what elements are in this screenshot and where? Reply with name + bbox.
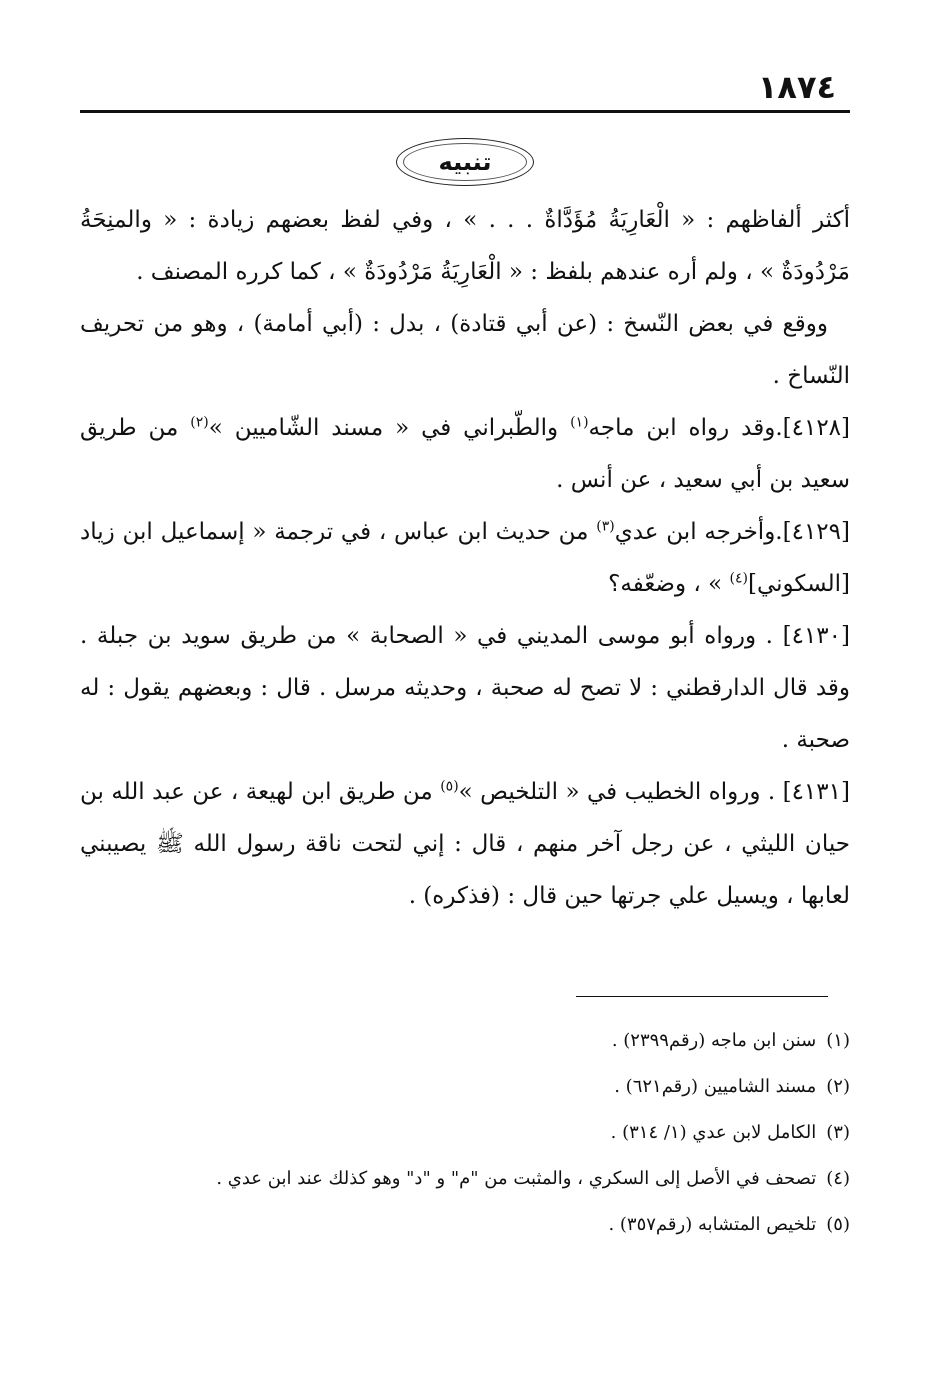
footnote-number: (٥): [826, 1214, 850, 1235]
paragraph-text: .وأخرجه ابن عدي: [614, 519, 783, 545]
paragraph: أكثر ألفاظهم : « الْعَارِيَةُ مُؤَدَّاةٌ . . . » ، وفي لفظ بعضهم زيادة : « والمنِحَةُ مَرْدُودَةٌ » ، ولم أره عندهم بلفظ : « الْعَارِيَةُ مَرْدُودَةٌ » ، كما كرره المصنف .: [80, 207, 850, 285]
footnote-number: (٤): [826, 1168, 850, 1189]
footnotes: [80, 1018, 850, 1248]
footnote-item: [80, 1110, 850, 1156]
footnote-number: (٣): [826, 1122, 850, 1143]
section-heading-frame: [396, 138, 534, 186]
paragraph: ووقع في بعض النّسخ : (عن أبي قتادة) ، بدل : (أبي أمامة) ، وهو من تحريف النّساخ .: [80, 311, 850, 389]
header-rule: [80, 110, 850, 113]
paragraph-text: . ورواه الخطيب في « التلخيص »: [458, 779, 783, 805]
paragraph-text: من حديث ابن عباس ، في ترجمة « إسماعيل ابن زياد [السكوني]: [80, 519, 850, 597]
paragraph-text: من طريق سعيد بن أبي سعيد ، عن أنس .: [80, 415, 850, 493]
footnote-text: مسند الشاميين (رقم٦٢١) .: [614, 1076, 817, 1097]
footnote-marker[interactable]: (٢): [190, 414, 209, 431]
paragraph: [80, 766, 850, 922]
footnote-marker[interactable]: (٤): [729, 570, 748, 587]
hadith-number: [٤١٣٠]: [782, 623, 850, 649]
hadith-number: [٤١٢٩]: [782, 519, 850, 545]
footnote-text: الكامل لابن عدي (١/ ٣١٤) .: [610, 1122, 817, 1143]
footnote-item: [80, 1018, 850, 1064]
paragraph: [80, 610, 850, 766]
footnote-number: (٢): [826, 1076, 850, 1097]
main-text: [80, 194, 850, 922]
paragraph-text: والطّبراني في « مسند الشّاميين »: [208, 415, 571, 441]
footnote-item: [80, 1202, 850, 1248]
section-heading: تنبيه: [438, 148, 492, 176]
paragraph-text: من طريق ابن لهيعة ، عن عبد الله بن حيان الليثي ، عن رجل آخر منهم ، قال : إني لتحت ناقة رسول الله ﷺ يصيبني لعابها ، ويسيل علي جرتها حين قال : (فذكره) .: [80, 779, 850, 909]
footnote-marker[interactable]: (٥): [440, 778, 459, 795]
footnote-text: تصحف في الأصل إلى السكري ، والمثبت من "م" و "د" وهو كذلك عند ابن عدي .: [216, 1168, 817, 1189]
footnote-number: (١): [826, 1030, 850, 1051]
paragraph-text: » ، وضعّفه؟: [608, 571, 730, 597]
footnote-item: [80, 1156, 850, 1202]
footnote-item: [80, 1064, 850, 1110]
footnote-text: سنن ابن ماجه (رقم٢٣٩٩) .: [611, 1030, 817, 1051]
paragraph: [80, 402, 850, 506]
footnote-text: تلخيص المتشابه (رقم٣٥٧) .: [608, 1214, 817, 1235]
paragraph: [80, 506, 850, 610]
paragraph-text: . ورواه أبو موسى المديني في « الصحابة » من طريق سويد بن جبلة . وقد قال الدارقطني : لا تصح له صحبة ، وحديثه مرسل . قال : وبعضهم يقول : له صحبة .: [80, 623, 850, 753]
hadith-number: [٤١٢٨]: [782, 415, 851, 441]
paragraph-text: .وقد رواه ابن ماجه: [588, 415, 783, 441]
hadith-number: [٤١٣١]: [782, 779, 850, 805]
footnote-marker[interactable]: (٣): [596, 518, 615, 535]
page-number: ١٨٧٤: [757, 68, 836, 106]
footnote-marker[interactable]: (١): [570, 414, 589, 431]
footnote-separator: [576, 996, 828, 997]
